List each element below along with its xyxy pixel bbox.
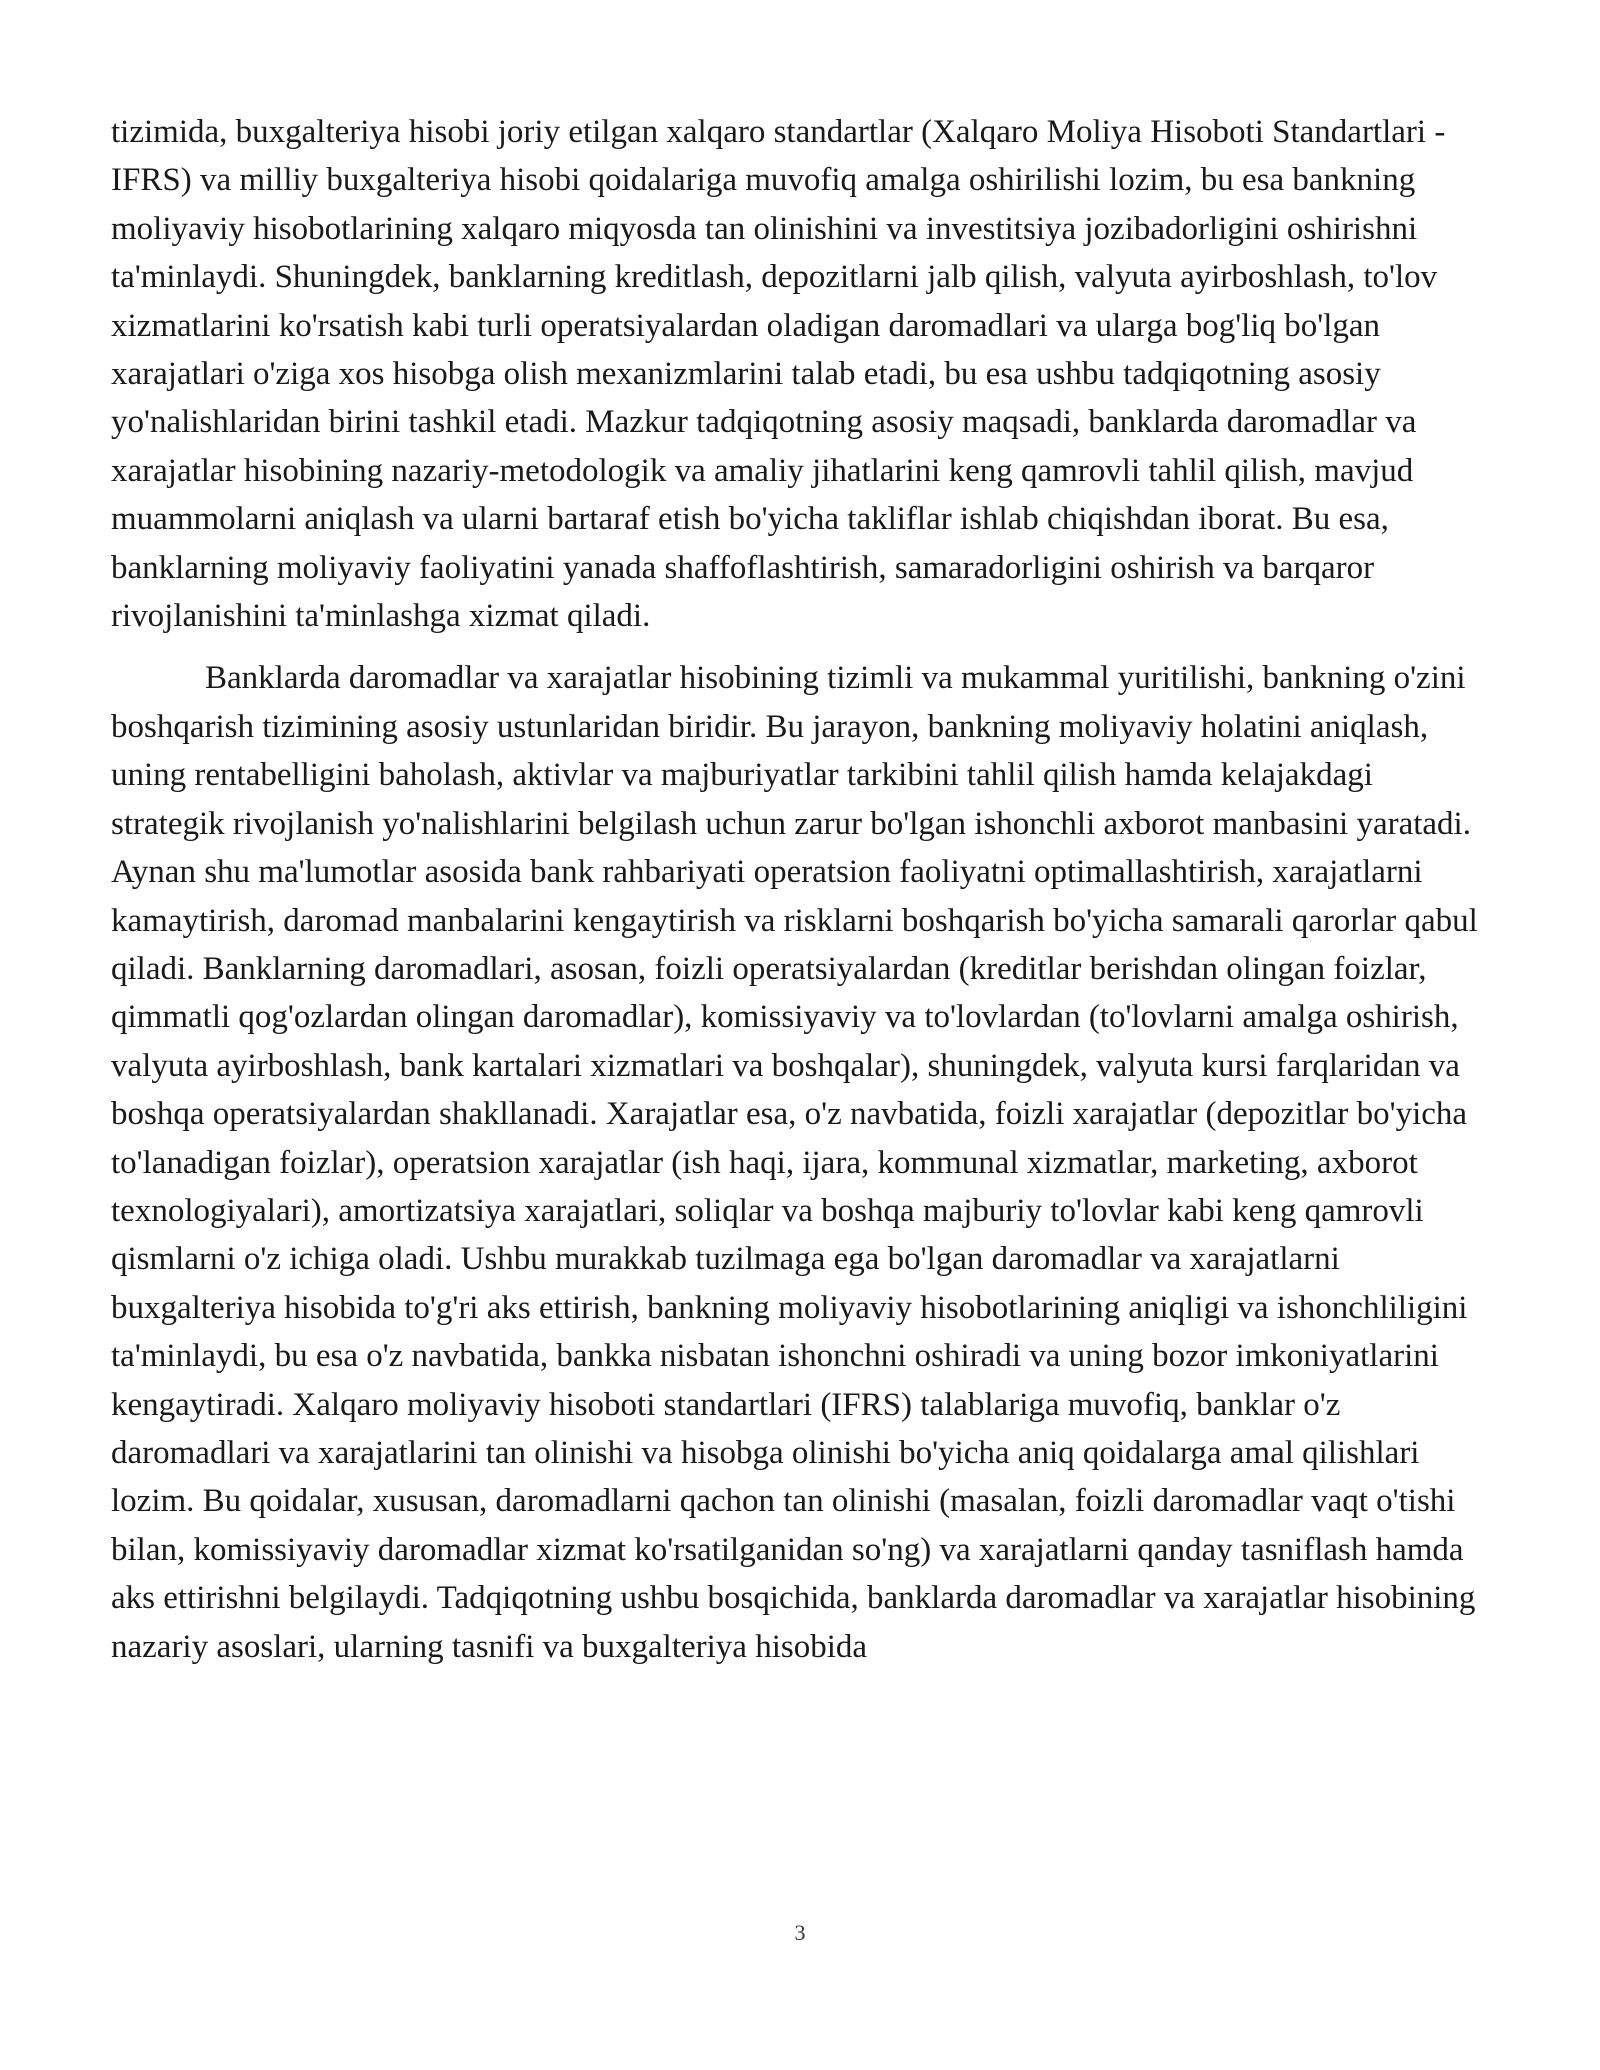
paragraph: tizimida, buxgalteriya hisobi joriy etilgan xalqaro standartlar (Xalqaro Moliya Hisoboti Standartlari - IFRS) va milliy buxgalteriya hisobi qoidalariga muvofiq amalga oshirilishi lozim, bu esa bankning moliyaviy hisobotlarining xalqaro miqyosda tan olinishini va investitsiya jozibadorligini oshirishni ta'minlaydi. Shuningdek, banklarning kreditlash, depozitlarni jalb qilish, valyuta ayirboshlash, to'lov xizmatlarini ko'rsatish kabi turli operatsiyalardan oladigan daromadlari va ularga bog'liq bo'lgan xarajatlari o'ziga xos hisobga olish mexanizmlarini talab etadi, bu esa ushbu tadqiqotning asosiy yo'nalishlaridan birini tashkil etadi. Mazkur tadqiqotning asosiy maqsadi, banklarda daromadlar va xarajatlar hisobining nazariy-metodologik va amaliy jihatlarini keng qamrovli tahlil qilish, mavjud muammolarni aniqlash va ularni bartaraf etish bo'yicha takliflar ishlab chiqishdan iborat. Bu esa, banklarning moliyaviy faoliyatini yanada shaffoflashtirish, samaradorligini oshirish va barqaror rivojlanishini ta'minlashga xizmat qiladi.: [111, 114, 1446, 635]
paragraph: Banklarda daromadlar va xarajatlar hisobining tizimli va mukammal yuritilishi, bankning o'zini boshqarish tizimining asosiy ustunlaridan biridir. Bu jarayon, bankning moliyaviy holatini aniqlash, uning rentabelligini baholash, aktivlar va majburiyatlar tarkibini tahlil qilish hamda kelajakdagi strategik rivojlanish yo'nalishlarini belgilash uchun zarur bo'lgan ishonchli axborot manbasini yaratadi. Aynan shu ma'lumotlar asosida bank rahbariyati operatsion faoliyatni optimallashtirish, xarajatlarni kamaytirish, daromad manbalarini kengaytirish va risklarni boshqarish bo'yicha samarali qarorlar qabul qiladi. Banklarning daromadlari, asosan, foizli operatsiyalardan (kreditlar berishdan olingan foizlar, qimmatli qog'ozlardan olingan daromadlar), komissiyaviy va to'lovlardan (to'lovlarni amalga oshirish, valyuta ayirboshlash, bank kartalari xizmatlari va boshqalar), shuningdek, valyuta kursi farqlaridan va boshqa operatsiyalardan shakllanadi. Xarajatlar esa, o'z navbatida, foizli xarajatlar (depozitlar bo'yicha to'lanadigan foizlar), operatsion xarajatlar (ish haqi, ijara, kommunal xizmatlar, marketing, axborot texnologiyalari), amortizatsiya xarajatlari, soliqlar va boshqa majburiy to'lovlar kabi keng qamrovli qismlarni o'z ichiga oladi. Ushbu murakkab tuzilmaga ega bo'lgan daromadlar va xarajatlarni buxgalteriya hisobida to'g'ri aks ettirish, bankning moliyaviy hisobotlarining aniqligi va ishonchliligini ta'minlaydi, bu esa o'z navbatida, bankka nisbatan ishonchni oshiradi va uning bozor imkoniyatlarini kengaytiradi. Xalqaro moliyaviy hisoboti standartlari (IFRS) talablariga muvofiq, banklar o'z daromadlari va xarajatlarini tan olinishi va hisobga olinishi bo'yicha aniq qoidalarga amal qilishlari lozim. Bu qoidalar, xususan, daromadlarni qachon tan olinishi (masalan, foizli daromadlar vaqt o'tishi bilan, komissiyaviy daromadlar xizmat ko'rsatilganidan so'ng) va xarajatlarni qanday tasniflash hamda aks ettirishni belgilaydi. Tadqiqotning ushbu bosqichida, banklarda daromadlar va xarajatlar hisobining nazariy asoslari, ularning tasnifi va buxgalteriya hisobida: [111, 660, 1478, 1665]
body-text: [111, 108, 1491, 1671]
page-number: 3: [794, 1920, 806, 1945]
